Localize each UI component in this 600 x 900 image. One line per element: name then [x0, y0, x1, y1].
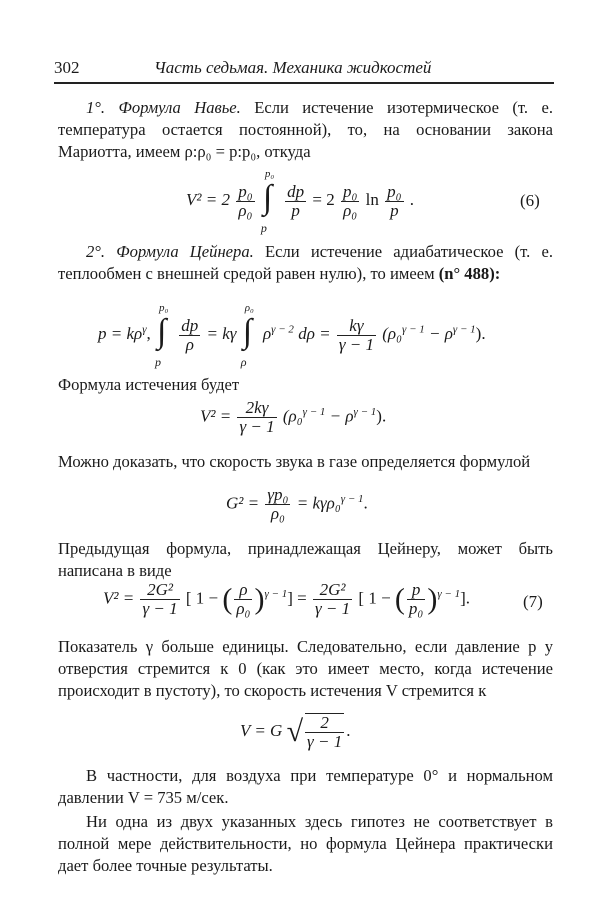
paren-open: (	[394, 582, 405, 616]
paragraph-zeuner-text: Если истечение адиабатическое (т. е. теплообмен с внешней средой равен нулю), то имеем	[58, 242, 553, 283]
eqe-lhs: V = G	[240, 720, 283, 740]
equation-outflow	[200, 399, 386, 436]
eqb-frac2-num: kγ	[337, 317, 376, 336]
eq6-frac1-den: ρ₀	[238, 200, 253, 220]
paren-close: )	[254, 582, 265, 616]
eqb-d: (ρ₀	[382, 323, 402, 343]
paragraph-navier-text: Если истечение изотермическое (т. е. температура остается постоянной), то, на основании закона Мариотта, имеем ρ:ρ₀ = p:p₀, откуда	[58, 98, 553, 161]
eqb-integral-1	[155, 302, 173, 369]
eqc-a-sup: γ − 1	[302, 405, 326, 418]
eqb-integral-2	[240, 302, 259, 369]
equation-7	[103, 581, 470, 618]
eqc-frac-num: 2kγ	[237, 399, 276, 418]
eq7-bracket1-open: [ 1 −	[185, 588, 223, 608]
paragraph-zeuner-form: Предыдущая формула, принадлежащая Цейнеру, может быть написана в виде	[58, 539, 553, 580]
eq6-frac2	[285, 183, 306, 220]
eqb-frac2	[337, 317, 376, 354]
eqb-frac1-num: dp	[181, 315, 199, 335]
eq6-frac3	[341, 183, 359, 220]
eq7-end: .	[465, 588, 471, 608]
equation-6	[186, 168, 415, 235]
eq6-frac4-den: p	[390, 200, 399, 220]
eq6-integral	[260, 168, 279, 235]
eqb-int1-lower: p	[155, 355, 162, 369]
eq7-frac3-den: γ − 1	[314, 599, 351, 618]
eqd-lhs: G² =	[226, 493, 260, 513]
eqb-c-sup: γ − 2	[271, 323, 294, 336]
paragraph-air: В частности, для воздуха при температуре 0° и нормальном давлении V = 735 м/сек.	[58, 766, 553, 807]
eq7-frac3	[313, 581, 352, 618]
header-rule	[54, 82, 554, 84]
eqb-c: ρ	[263, 323, 272, 343]
eqb-frac2-den: γ − 1	[338, 334, 374, 354]
integral-sign: ∫	[157, 313, 167, 350]
eqd-frac	[265, 486, 290, 523]
eqd-mid: = kγρ₀	[296, 493, 341, 513]
eqc-b-sup: γ − 1	[353, 405, 377, 418]
eqb-frac1	[179, 317, 200, 354]
eqb-d-sup: γ − 1	[401, 323, 425, 336]
eqc-frac-den: γ − 1	[239, 417, 275, 436]
eq6-frac1-num: p₀	[238, 181, 253, 201]
eqc-b: − ρ	[325, 406, 354, 426]
eq7-equals: =	[297, 588, 311, 608]
eq6-frac3-num: p₀	[342, 181, 358, 201]
eq6-frac1	[236, 183, 254, 220]
equation-limit	[240, 713, 350, 751]
paragraph-navier	[58, 97, 553, 163]
eq7-bracket1-close: ]	[287, 588, 293, 608]
paren-open: (	[222, 582, 233, 616]
paragraph-conclusion: Ни одна из двух указанных здесь гипотез не соответствует в полной мере действительности, но формула Цейнера практически дает более точные результаты.	[58, 812, 553, 875]
eq6-end: .	[409, 189, 415, 209]
sqrt-sign: √	[286, 715, 304, 748]
eq7-frac1-num: 2G²	[140, 581, 179, 600]
section-label-navier: 1°. Формула Навье.	[86, 98, 241, 117]
eqb-frac1-den: ρ	[185, 334, 194, 354]
eqd-sup: γ − 1	[340, 492, 364, 505]
eqd-frac-den: ρ₀	[270, 504, 285, 523]
eq6-frac2-den: p	[291, 200, 300, 220]
eq6-integral-upper: p₀	[264, 168, 275, 180]
eqd-end: .	[363, 493, 368, 513]
eq6-frac4-num: p₀	[387, 181, 402, 201]
eq6-lhs: V² = 2	[186, 189, 230, 209]
eqb-d3: ).	[475, 323, 486, 343]
eq7-bracket2-close: ]	[460, 588, 466, 608]
eq7-frac2-num: ρ	[234, 581, 252, 600]
eq6-frac3-den: ρ₀	[343, 200, 358, 220]
eqb-d2-sup: γ − 1	[452, 323, 476, 336]
eq7-frac4-num: p	[407, 581, 425, 600]
eqc-a: (ρ₀	[282, 406, 303, 426]
eqd-frac-num: γp₀	[267, 485, 289, 504]
eqc-frac	[237, 399, 276, 436]
eq7-frac2-den: ρ₀	[236, 599, 251, 618]
equation-adiabatic	[98, 302, 486, 369]
paren-close: )	[427, 582, 438, 616]
eq7-frac3-num: 2G²	[313, 581, 352, 600]
eq7-frac2	[234, 581, 252, 618]
eq7-sup2: γ − 1	[437, 587, 461, 600]
eqe-frac-den: γ − 1	[307, 732, 343, 751]
eqb-int2-lower: ρ	[240, 355, 247, 369]
page-number: 302	[54, 58, 80, 77]
eq7-frac4	[407, 581, 425, 618]
eqe-end: .	[346, 720, 351, 740]
eq6-integral-lower: p	[260, 221, 267, 235]
eqb-b: = kγ	[206, 323, 237, 343]
eqe-frac-num: 2	[305, 714, 344, 733]
eq7-frac4-den: p₀	[408, 599, 424, 618]
equation-number-7: (7)	[523, 592, 543, 611]
eqb-int2-upper: ρ₀	[244, 302, 254, 314]
eq6-frac2-num: dp	[287, 181, 305, 201]
eq7-frac1-den: γ − 1	[142, 599, 178, 618]
section-label-zeuner: 2°. Формула Цейнера.	[86, 242, 254, 261]
integral-sign: ∫	[262, 179, 273, 216]
eq7-sup1: γ − 1	[264, 587, 288, 600]
eq6-frac4	[385, 183, 403, 220]
running-title: Часть седьмая. Механика жидкостей	[154, 58, 432, 77]
eqb-a: p = kρ	[98, 323, 143, 343]
running-header	[54, 58, 554, 84]
eqe-frac	[305, 713, 344, 751]
eqb-d2: − ρ	[424, 323, 453, 343]
integral-sign: ∫	[242, 313, 253, 350]
eqc-lhs: V² =	[200, 406, 232, 426]
paragraph-exponent: Показатель γ больше единицы. Следовательно, если давление p у отверстия стремится к 0 (как это имеет место, когда истечение происходит в пустоту), то скорость истечения V стремится к	[58, 637, 553, 700]
eq7-lhs: V² =	[103, 588, 135, 608]
paragraph-outflow: Формула истечения будет	[58, 375, 240, 394]
paragraph-zeuner	[58, 241, 553, 285]
equation-number-6: (6)	[520, 191, 540, 210]
eq7-bracket2-open: [ 1 −	[358, 588, 395, 608]
eq6-ln: ln	[365, 189, 379, 209]
eqb-a-end: ,	[146, 323, 151, 343]
eq6-mid: = 2	[312, 189, 335, 209]
eqb-a-sup: γ	[142, 323, 147, 336]
cross-reference: (n° 488):	[438, 264, 501, 283]
paragraph-sound-speed: Можно доказать, что скорость звука в газе определяется формулой	[58, 452, 531, 471]
eqb-int1-upper: p₀	[159, 302, 169, 314]
eqc-c: ).	[376, 406, 387, 426]
equation-sound-speed	[226, 486, 368, 523]
eqb-c2: dρ =	[293, 323, 331, 343]
eq7-frac1	[140, 581, 179, 618]
